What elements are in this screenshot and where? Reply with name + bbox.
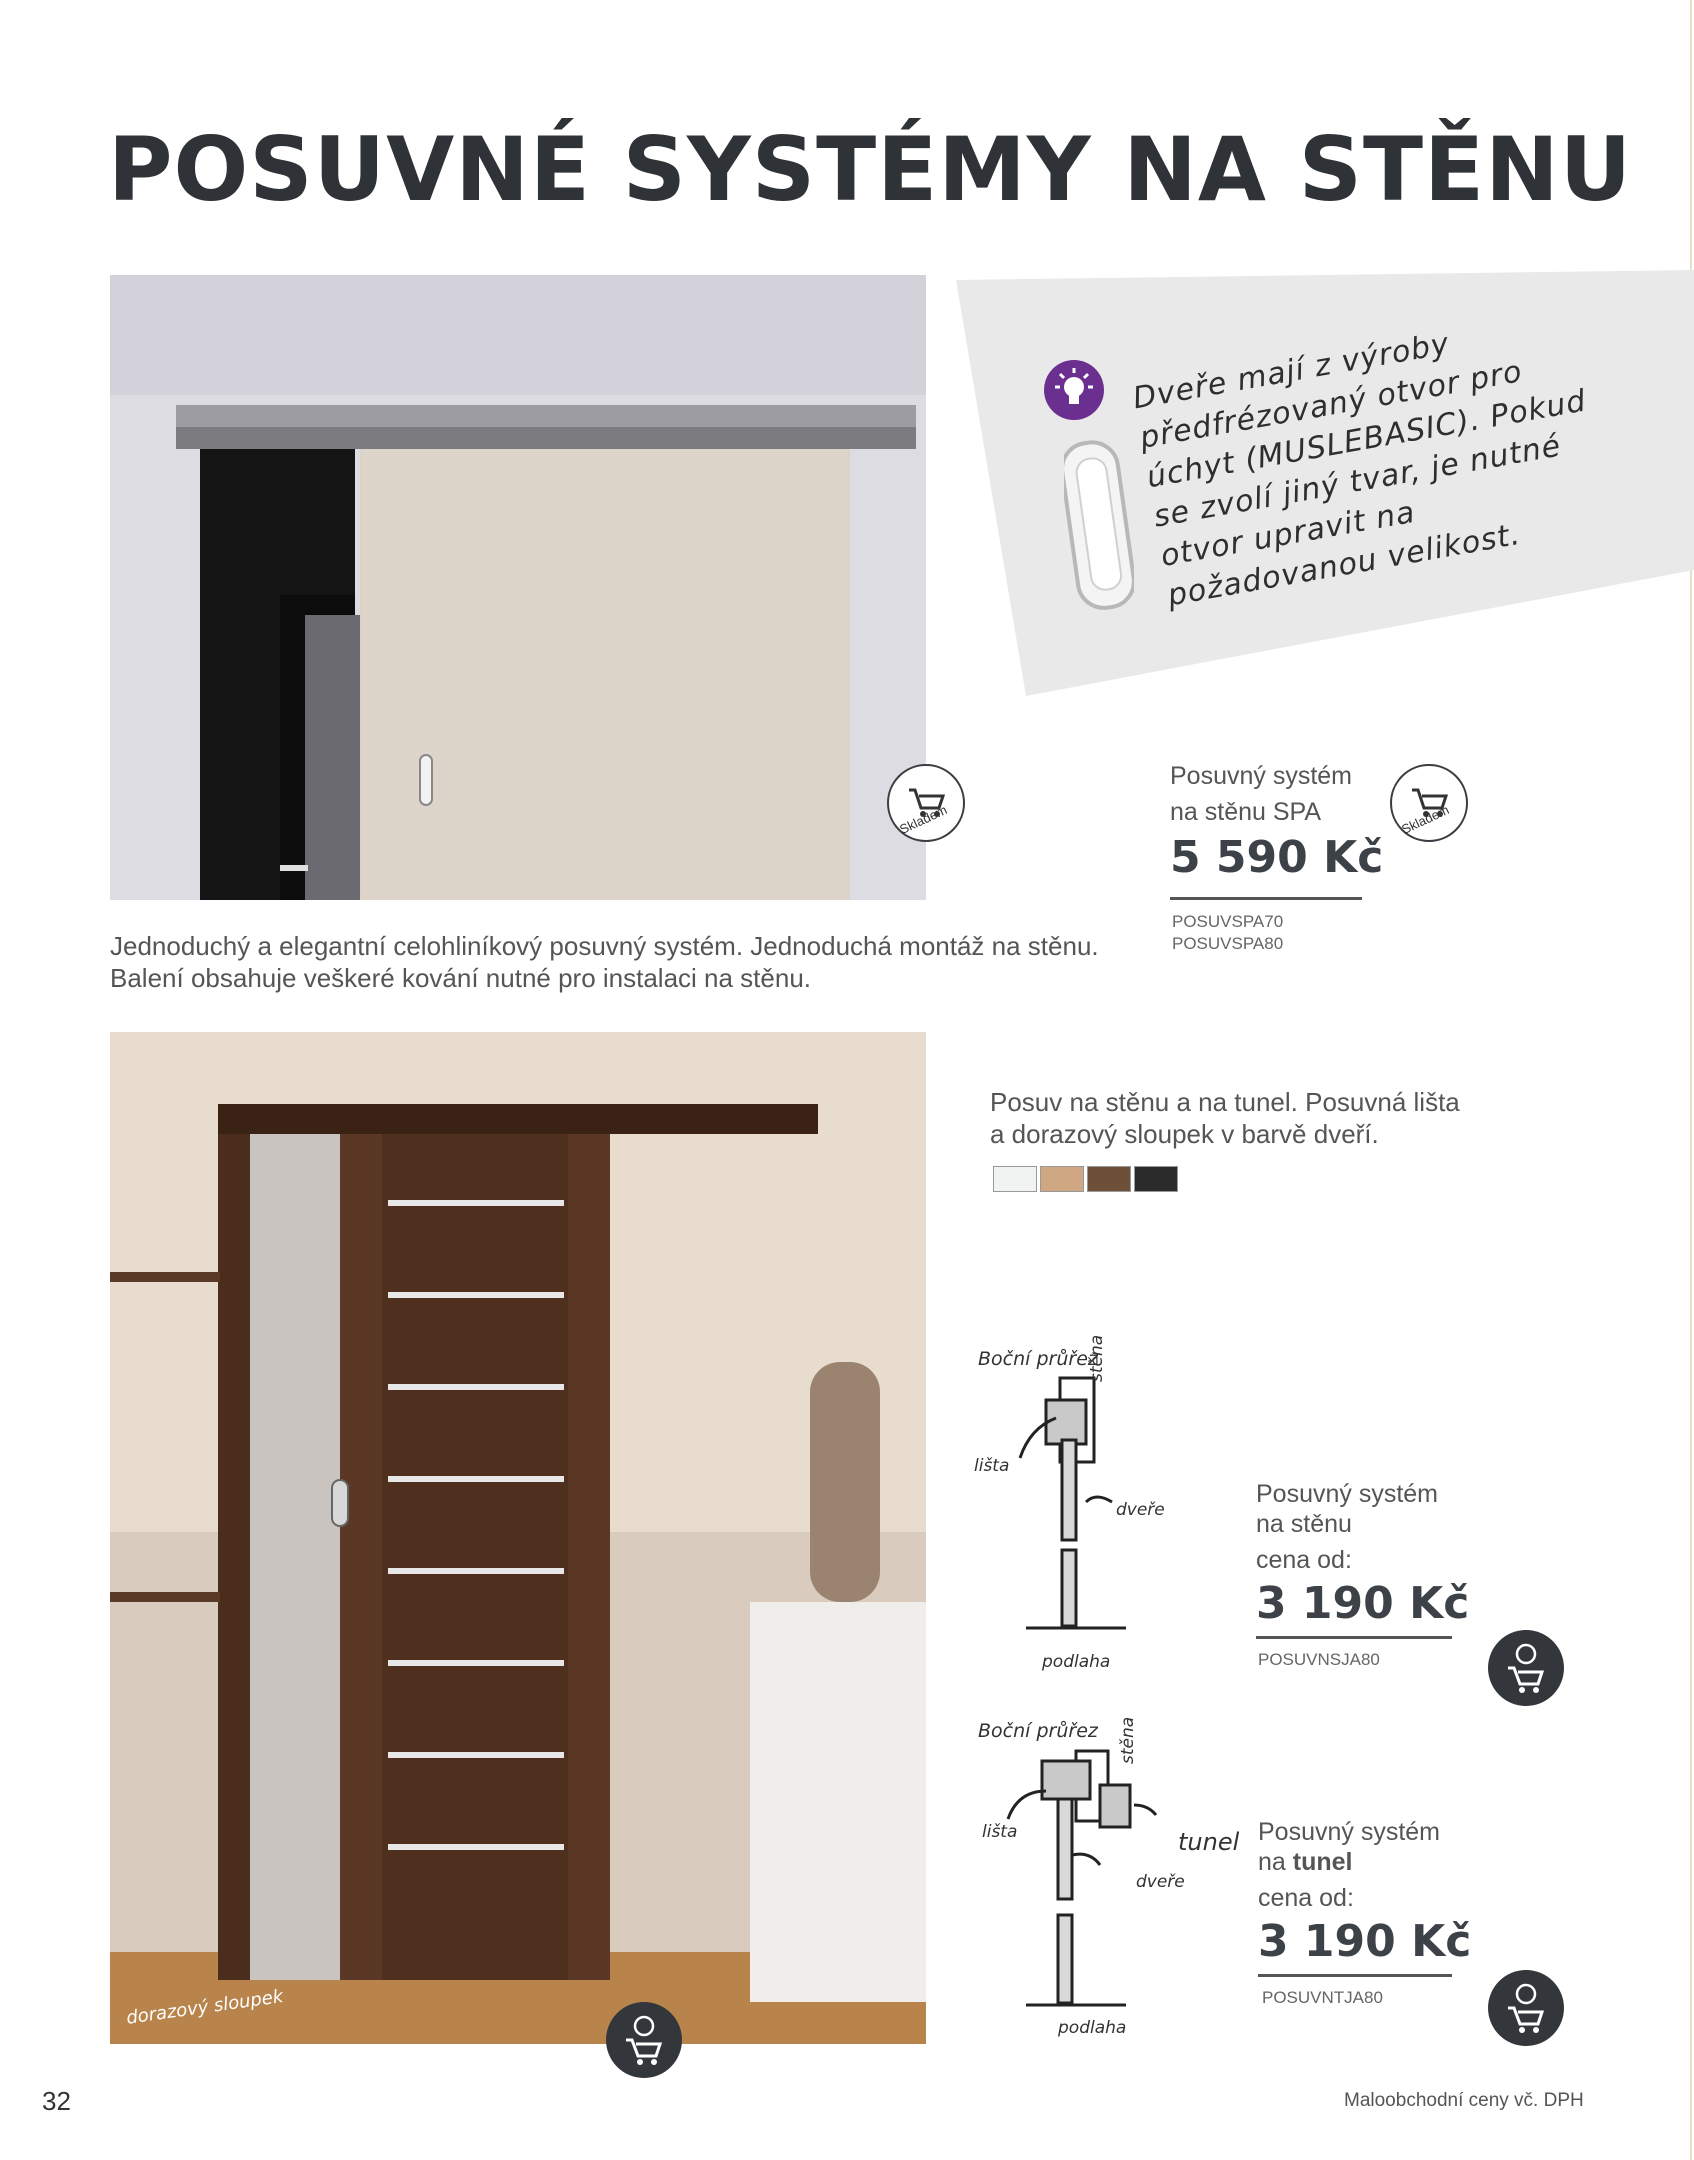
in-stock-label: Skladem (1399, 802, 1452, 837)
lightbulb-icon (1044, 360, 1104, 420)
cart-icon (1488, 1970, 1564, 2046)
cart-badge-wall (1488, 1630, 1564, 1706)
diagram-wall-label-door: dveře (1116, 1500, 1165, 1520)
product-tunnel-code: POSUVNTJA80 (1262, 1988, 1383, 2007)
price-underline (1170, 897, 1362, 900)
cart-icon (606, 2002, 682, 2078)
tip-note: Dveře mají z výroby předfrézovaný otvor pro úchyt (MUSLEBASIC). Pokud se zvolí jiný tvar, je nutné otvor upravit na požadovanou velikost. (1130, 326, 1589, 614)
stop-post-label: dorazový sloupek (125, 1985, 285, 2029)
price-underline (1258, 1974, 1452, 1977)
product-tunnel-name-bold: tunel (1292, 1848, 1353, 1876)
product-tunnel-name-prefix: na (1258, 1848, 1293, 1876)
diagram-tunnel-heading: Boční průřez (978, 1720, 1098, 1742)
product-spa-code-1: POSUVSPA70 (1172, 912, 1284, 931)
diagram-wall-label-rail: lišta (974, 1456, 1010, 1476)
product-spa-name-line2: na stěnu SPA (1170, 798, 1322, 826)
color-swatch-light-oak (1040, 1166, 1084, 1192)
product-spa-name-line1: Posuvný systém (1170, 762, 1353, 790)
product-spa-description: Jednoduchý a elegantní celohliníkový posuvný systém. Jednoduchá montáž na stěnu. Balení obsahuje veškeré kování nutné pro instalaci na stěnu. (110, 931, 1099, 993)
product-spa-code-2: POSUVSPA80 (1172, 934, 1284, 953)
diagram-tunnel-label-rail: lišta (982, 1822, 1018, 1842)
recessed-handle-image (1064, 438, 1134, 612)
product-wall-name-line1: Posuvný systém (1256, 1480, 1439, 1508)
diagram-wall-heading: Boční průřez (978, 1348, 1098, 1370)
product-wall-code: POSUVNSJA80 (1258, 1650, 1380, 1669)
photo-spa-door (110, 275, 926, 900)
product-wall-price: 3 190 Kč (1256, 1578, 1470, 1629)
wooden-door-illustration (110, 1032, 926, 2044)
product-wall-from-label: cena od: (1256, 1546, 1352, 1574)
product-spa-price: 5 590 Kč (1170, 832, 1384, 883)
color-swatch-white (993, 1166, 1037, 1192)
product-tunnel-price: 3 190 Kč (1258, 1916, 1472, 1967)
color-swatch-black (1134, 1166, 1178, 1192)
in-stock-label: Skladem (897, 802, 950, 837)
page-title: POSUVNÉ SYSTÉMY NA STĚNU (108, 118, 1633, 221)
product-tunnel-from-label: cena od: (1258, 1884, 1354, 1912)
product-tunnel-name-line1: Posuvný systém (1258, 1818, 1441, 1846)
photo-wooden-door (110, 1032, 926, 2044)
diagram-tunnel-label-tunnel: tunel (1178, 1828, 1240, 1856)
in-stock-badge-photo (887, 764, 965, 842)
cart-icon (1488, 1630, 1564, 1706)
diagram-tunnel-label-floor: podlaha (1058, 2018, 1127, 2038)
page-number: 32 (42, 2086, 71, 2116)
product-tunnel-name-line2 (1258, 1846, 1352, 1879)
cart-badge-tunnel (1488, 1970, 1564, 2046)
spa-door-illustration (110, 275, 926, 900)
product-wall-name-line2: na stěnu (1256, 1510, 1352, 1538)
tunnel-section-description: Posuv na stěnu a na tunel. Posuvná lišta a dorazový sloupek v barvě dveří. (990, 1087, 1460, 1149)
diagram-tunnel-label-wall: stěna (1118, 1716, 1138, 1764)
diagram-tunnel-label-door: dveře (1136, 1872, 1185, 1892)
cart-badge-photo (606, 2002, 682, 2078)
footer-price-note: Maloobchodní ceny vč. DPH (1344, 2090, 1584, 2111)
price-underline (1256, 1636, 1452, 1639)
color-swatch-walnut (1087, 1166, 1131, 1192)
diagram-wall-label-wall: stěna (1087, 1334, 1107, 1382)
diagram-wall-label-floor: podlaha (1042, 1652, 1111, 1672)
